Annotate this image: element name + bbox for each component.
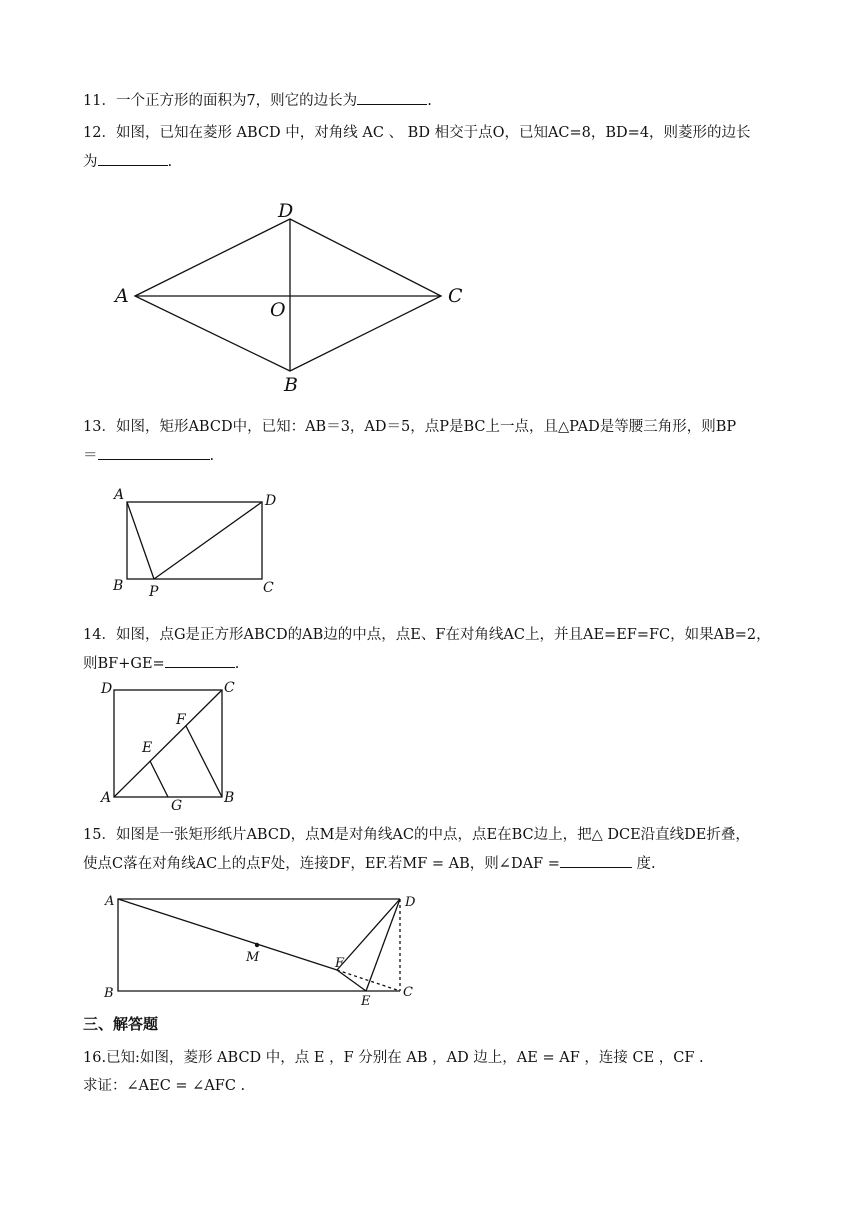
label-a: A [115,285,129,307]
label-f: F [176,712,186,728]
label-a: A [114,487,125,503]
label-c: C [224,680,235,696]
segment-fe [337,970,366,991]
label-c: C [263,580,274,596]
label-g: G [171,798,183,814]
label-b: B [224,790,235,806]
label-d: D [101,681,113,697]
question-text-cont: 使点C落在对角线AC上的点F处，连接DF，EF.若MF = AB，则∠DAF = [83,856,560,872]
segment-ed [366,899,400,991]
punctuation: . [427,93,432,109]
question-number: 16. [83,1050,107,1066]
label-c: C [403,985,413,1000]
question-text: 已知:如图，菱形 ABCD 中，点 E ，F 分别在 AB ，AD 边上，AE = AF ，连接 CE ，CF . [106,1050,704,1066]
unit-text: 度. [636,856,656,872]
question-text-cont: 则BF+GE= [83,656,165,672]
question-text: 一个正方形的面积为7，则它的边长为 [115,93,358,109]
punctuation: . [209,448,215,464]
question-text: 如图是一张矩形纸片ABCD，点M是对角线AC的中点，点E在BC边上，把△ DCE沿直线DE折叠， [115,827,750,843]
label-b: B [113,578,124,594]
question-text-cont: 为 [83,154,98,170]
label-c: C [448,285,463,307]
point-m [255,943,259,947]
question-number: 13． [83,419,116,435]
label-e: E [361,994,371,1009]
question-text-cont: 求证：∠AEC = ∠AFC . [83,1078,246,1094]
segment-fc-dashed [337,970,400,991]
question-number: 11． [83,93,116,109]
question-number: 14． [83,627,116,643]
label-p: P [149,584,159,600]
label-d: D [405,895,416,910]
label-e: E [142,740,153,756]
punctuation: . [167,154,173,170]
question-text: 如图，点G是正方形ABCD的AB边的中点，点E、F在对角线AC上，并且AE=EF=FC，如果AB=2， [115,627,771,643]
label-f: F [335,956,345,971]
question-number: 12． [83,125,116,141]
segment-fd [337,899,400,970]
question-16 [83,1044,783,1100]
question-text: 如图，已知在菱形 ABCD 中，对角线 AC 、 BD 相交于点O，已知AC=8，BD=4，则菱形的边长 [115,125,751,141]
section-title: 三、解答题 [83,1015,159,1033]
label-b: B [104,986,114,1001]
question-number: 15． [83,827,116,843]
label-a: A [101,790,112,806]
label-o: O [270,299,286,321]
label-d: D [278,200,294,222]
label-b: B [284,374,298,396]
question-text: 如图，矩形ABCD中，已知：AB＝3，AD＝5，点P是BC上一点，且△PAD是等腰三角形，则BP [115,419,737,435]
punctuation: . [234,656,240,672]
label-d: D [265,493,277,509]
diagonal-af [118,899,337,970]
label-m: M [246,950,260,965]
label-a: A [105,894,115,909]
question-text-cont: ＝ [83,448,98,464]
